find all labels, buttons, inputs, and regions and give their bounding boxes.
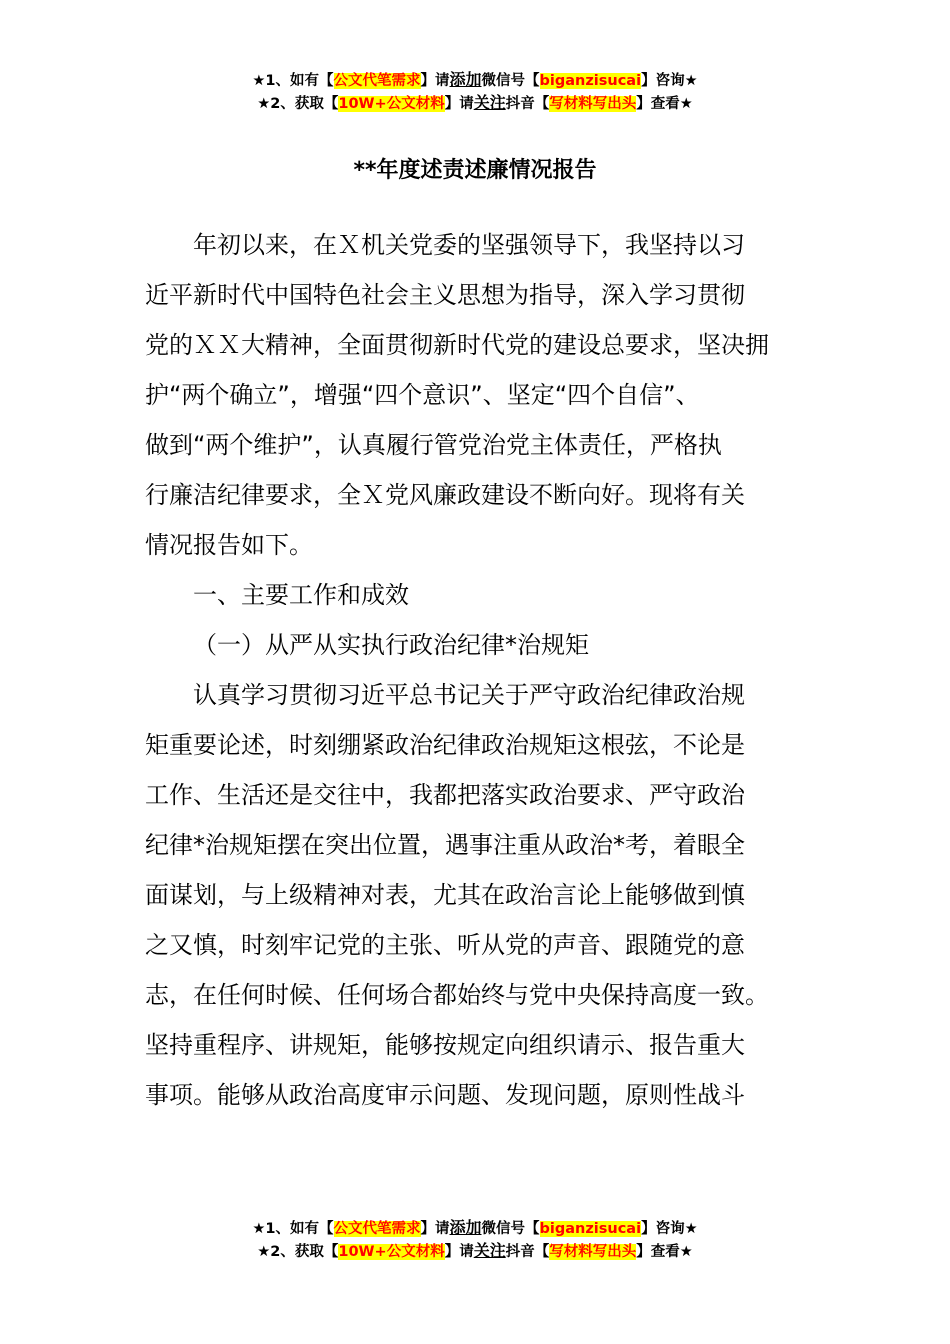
notice-emphasis: 添加 [449, 1218, 482, 1237]
body-line: 认真学习贯彻习近平总书记关于严守政治纪律政治规 [193, 681, 745, 709]
notice-text: 】咨询★ [641, 73, 698, 89]
notice-emphasis: 添加 [449, 70, 482, 89]
body-line: 之又慎，时刻牢记党的主张、听从党的声音、跟随党的意 [145, 931, 745, 959]
body-line: 面谋划，与上级精神对表，尤其在政治言论上能够做到慎 [145, 881, 745, 909]
notice-emphasis: 关注 [473, 93, 506, 112]
notice-text: 】请 [420, 73, 450, 89]
body-line: 工作、生活还是交往中，我都把落实政治要求、严守政治 [145, 781, 745, 809]
notice-text: 抖音【 [505, 96, 550, 112]
body-line: 年初以来，在Ｘ机关党委的坚强领导下，我坚持以习 [193, 231, 745, 259]
notice-highlight: 10W+公文材料 [338, 96, 445, 112]
notice-text: 】请 [444, 1244, 474, 1260]
document-title: **年度述责述廉情况报告 [353, 158, 597, 183]
body-line: 志，在任何时候、任何场合都始终与党中央保持高度一致。 [145, 981, 769, 1009]
notice-text: 】咨询★ [641, 1221, 698, 1237]
notice-line-2 [0, 92, 950, 115]
body-line: 做到“两个维护”，认真履行管党治党主体责任，严格执 [145, 431, 722, 459]
notice-highlight: 写材料写出头 [549, 1244, 637, 1260]
section-heading: 一、主要工作和成效 [193, 581, 409, 609]
footer-notice [0, 1217, 950, 1263]
notice-line-2 [0, 1240, 950, 1263]
notice-text: ★1、如有【 [252, 1221, 334, 1237]
body-line: 党的ＸＸ大精神，全面贯彻新时代党的建设总要求，坚决拥 [145, 331, 769, 359]
notice-text: 】查看★ [636, 96, 693, 112]
notice-text: 微信号【 [481, 1221, 540, 1237]
body-line: 近平新时代中国特色社会主义思想为指导，深入学习贯彻 [145, 281, 745, 309]
subsection-heading: （一）从严从实执行政治纪律*治规矩 [193, 631, 589, 659]
document-body [145, 220, 805, 1120]
body-line: 情况报告如下。 [145, 531, 313, 559]
body-line: 矩重要论述，时刻绷紧政治纪律政治规矩这根弦，不论是 [145, 731, 745, 759]
notice-text: 微信号【 [481, 73, 540, 89]
body-line: 纪律*治规矩摆在突出位置，遇事注重从政治*考，着眼全 [145, 831, 745, 859]
notice-text: 】请 [444, 96, 474, 112]
notice-text: 抖音【 [505, 1244, 550, 1260]
notice-highlight: 10W+公文材料 [338, 1244, 445, 1260]
notice-line-1 [0, 69, 950, 92]
notice-highlight: biganzisucai [539, 73, 642, 89]
body-line: 护“两个确立”，增强“四个意识”、坚定“四个自信”、 [145, 381, 700, 409]
notice-highlight: 写材料写出头 [549, 96, 637, 112]
notice-text: ★2、获取【 [257, 96, 339, 112]
notice-line-1 [0, 1217, 950, 1240]
header-notice [0, 69, 950, 115]
notice-highlight: biganzisucai [539, 1221, 642, 1237]
body-line: 行廉洁纪律要求，全Ｘ党风廉政建设不断向好。现将有关 [145, 481, 745, 509]
notice-highlight: 公文代笔需求 [333, 73, 421, 89]
notice-text: 】查看★ [636, 1244, 693, 1260]
notice-highlight: 公文代笔需求 [333, 1221, 421, 1237]
body-line: 坚持重程序、讲规矩，能够按规定向组织请示、报告重大 [145, 1031, 745, 1059]
notice-text: ★2、获取【 [257, 1244, 339, 1260]
notice-text: 】请 [420, 1221, 450, 1237]
notice-text: ★1、如有【 [252, 73, 334, 89]
notice-emphasis: 关注 [473, 1241, 506, 1260]
body-line: 事项。能够从政治高度审示问题、发现问题，原则性战斗 [145, 1081, 745, 1109]
